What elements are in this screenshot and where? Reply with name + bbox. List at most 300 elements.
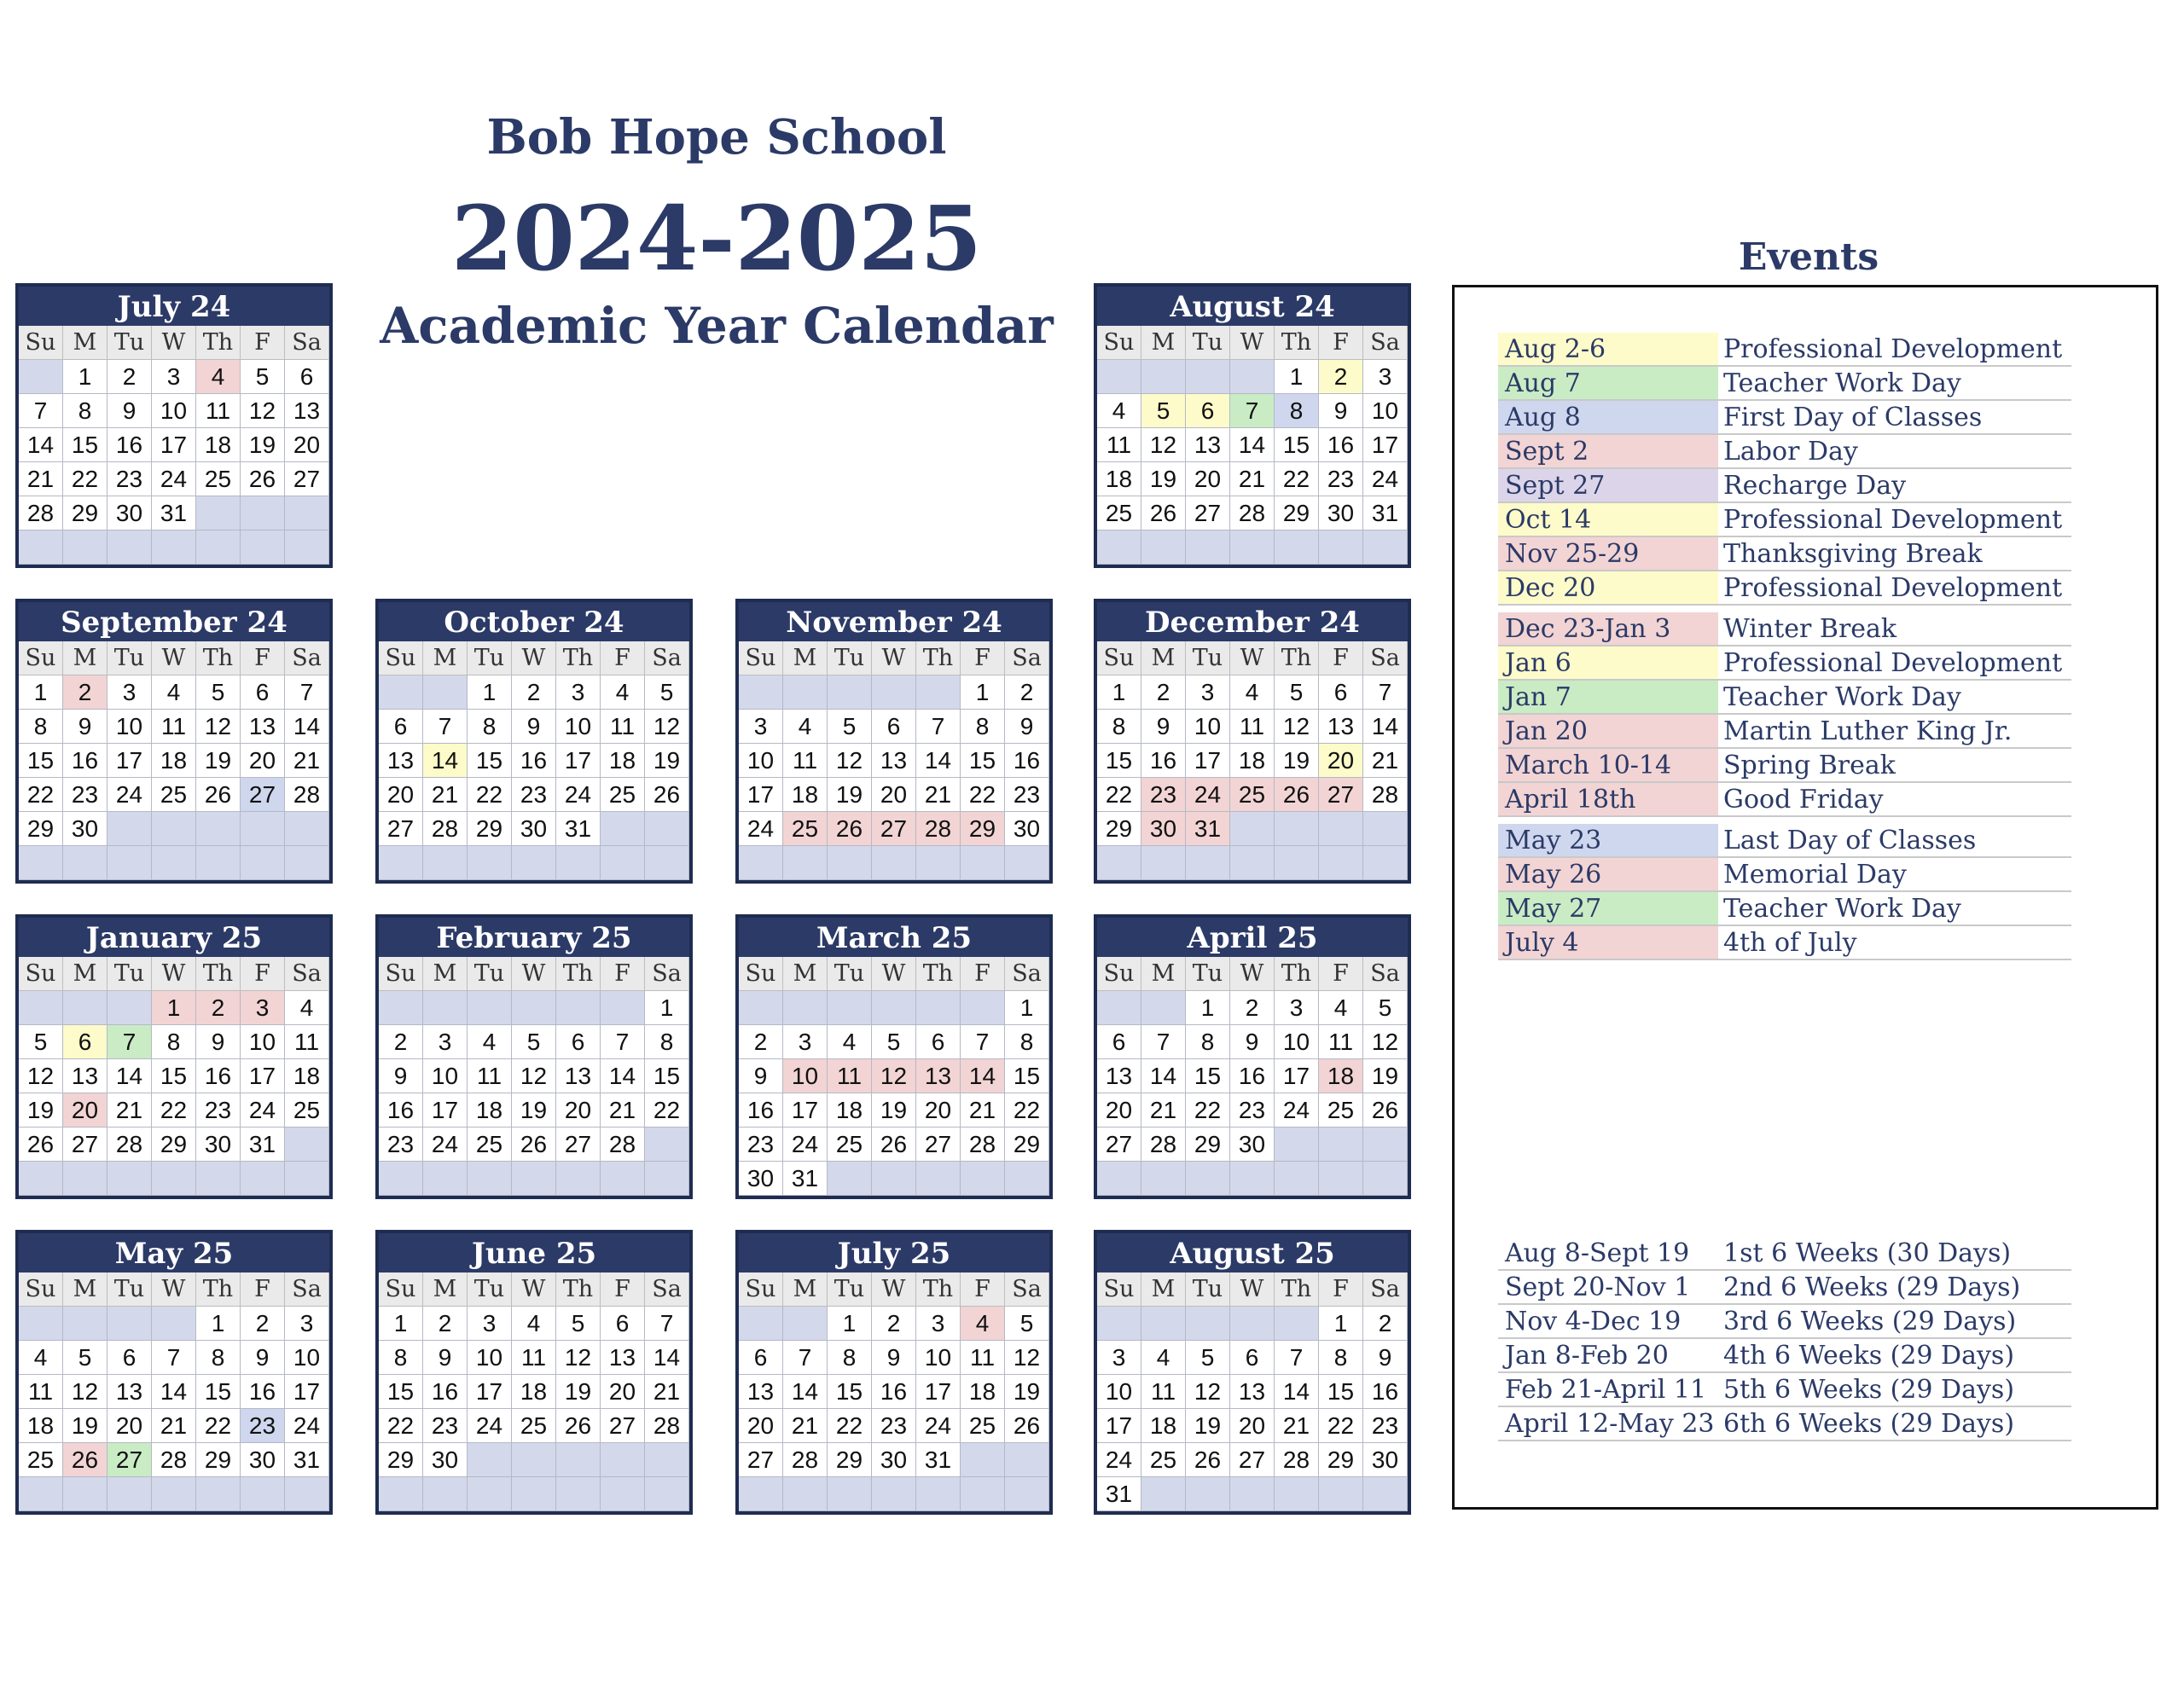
day-cell: 8 bbox=[1186, 1025, 1230, 1059]
empty-cell bbox=[783, 675, 828, 710]
grading-period-dates: Aug 8-Sept 19 bbox=[1505, 1238, 1690, 1268]
day-cell: 2 bbox=[1141, 675, 1186, 710]
day-cell: 21 bbox=[1275, 1409, 1319, 1443]
day-cell: 1 bbox=[961, 675, 1005, 710]
weekday-header: Th bbox=[1275, 326, 1319, 360]
day-cell: 25 bbox=[512, 1409, 556, 1443]
grading-period-row bbox=[1498, 1339, 2071, 1373]
day-cell: 2 bbox=[1319, 360, 1363, 394]
empty-cell bbox=[601, 1443, 645, 1477]
empty-cell bbox=[1186, 360, 1230, 394]
day-cell: 9 bbox=[1319, 394, 1363, 428]
event-date: Nov 25-29 bbox=[1498, 537, 1718, 570]
day-cell: 16 bbox=[63, 744, 107, 778]
weekday-header: Su bbox=[379, 957, 423, 991]
day-cell: 19 bbox=[1005, 1375, 1049, 1409]
weekday-header: Su bbox=[19, 1272, 63, 1307]
day-cell: 4 bbox=[1141, 1341, 1186, 1375]
day-cell: 6 bbox=[556, 1025, 601, 1059]
day-cell: 23 bbox=[872, 1409, 916, 1443]
day-cell: 1 bbox=[1319, 1307, 1363, 1341]
day-cell: 1 bbox=[645, 991, 689, 1025]
day-cell: 19 bbox=[645, 744, 689, 778]
weekday-header: M bbox=[63, 641, 107, 675]
empty-cell bbox=[196, 1162, 241, 1196]
empty-cell bbox=[645, 1443, 689, 1477]
day-cell: 29 bbox=[468, 812, 512, 846]
day-cell: 12 bbox=[512, 1059, 556, 1093]
day-cell: 30 bbox=[63, 812, 107, 846]
day-cell: 21 bbox=[152, 1409, 196, 1443]
day-cell: 14 bbox=[19, 428, 63, 462]
month-title: January 25 bbox=[19, 918, 329, 957]
day-cell: 11 bbox=[512, 1341, 556, 1375]
day-cell: 8 bbox=[1097, 710, 1141, 744]
day-cell: 20 bbox=[379, 778, 423, 812]
day-cell: 8 bbox=[645, 1025, 689, 1059]
day-cell: 6 bbox=[872, 710, 916, 744]
event-row bbox=[1498, 435, 2071, 469]
empty-cell bbox=[1230, 1162, 1275, 1196]
grading-period-row bbox=[1498, 1237, 2071, 1271]
event-row bbox=[1498, 681, 2071, 715]
month-title: July 24 bbox=[19, 287, 329, 326]
day-cell: 11 bbox=[152, 710, 196, 744]
day-cell: 16 bbox=[241, 1375, 285, 1409]
weekday-header: F bbox=[961, 1272, 1005, 1307]
event-date: July 4 bbox=[1498, 926, 1718, 959]
day-cell: 7 bbox=[19, 394, 63, 428]
day-cell: 4 bbox=[152, 675, 196, 710]
empty-cell bbox=[1141, 846, 1186, 880]
day-cell: 3 bbox=[739, 710, 783, 744]
day-cell: 10 bbox=[1275, 1025, 1319, 1059]
day-cell: 7 bbox=[423, 710, 468, 744]
grading-period-row bbox=[1498, 1271, 2071, 1305]
day-cell: 9 bbox=[107, 394, 152, 428]
event-row bbox=[1498, 333, 2071, 367]
empty-cell bbox=[1141, 1477, 1186, 1511]
month-title: August 25 bbox=[1097, 1233, 1408, 1272]
day-cell: 3 bbox=[1275, 991, 1319, 1025]
day-cell: 7 bbox=[107, 1025, 152, 1059]
empty-cell bbox=[19, 530, 63, 565]
day-cell: 28 bbox=[107, 1128, 152, 1162]
event-row bbox=[1498, 571, 2071, 606]
school-name: Bob Hope School bbox=[486, 109, 947, 165]
day-cell: 17 bbox=[783, 1093, 828, 1128]
empty-cell bbox=[556, 1162, 601, 1196]
day-cell: 9 bbox=[196, 1025, 241, 1059]
day-cell: 16 bbox=[196, 1059, 241, 1093]
day-cell: 11 bbox=[1097, 428, 1141, 462]
day-cell: 30 bbox=[512, 812, 556, 846]
day-cell: 20 bbox=[285, 428, 329, 462]
weekday-header: Su bbox=[19, 641, 63, 675]
weekday-header: M bbox=[63, 957, 107, 991]
empty-cell bbox=[285, 1162, 329, 1196]
day-cell: 27 bbox=[107, 1443, 152, 1477]
day-cell: 9 bbox=[1141, 710, 1186, 744]
event-date: Dec 20 bbox=[1498, 571, 1718, 604]
day-cell: 25 bbox=[1097, 496, 1141, 530]
weekday-header: Tu bbox=[468, 1272, 512, 1307]
weekday-header: Su bbox=[19, 326, 63, 360]
day-cell: 1 bbox=[152, 991, 196, 1025]
grading-period-row bbox=[1498, 1407, 2071, 1441]
month-title: May 25 bbox=[19, 1233, 329, 1272]
day-cell: 15 bbox=[152, 1059, 196, 1093]
day-cell: 19 bbox=[196, 744, 241, 778]
weekday-header: Th bbox=[1275, 1272, 1319, 1307]
empty-cell bbox=[783, 991, 828, 1025]
weekday-header: W bbox=[1230, 326, 1275, 360]
day-cell: 13 bbox=[1097, 1059, 1141, 1093]
day-cell: 31 bbox=[1186, 812, 1230, 846]
day-cell: 19 bbox=[512, 1093, 556, 1128]
weekday-header: W bbox=[1230, 641, 1275, 675]
day-cell: 28 bbox=[601, 1128, 645, 1162]
day-cell: 22 bbox=[1005, 1093, 1049, 1128]
day-cell: 26 bbox=[828, 812, 872, 846]
day-cell: 15 bbox=[63, 428, 107, 462]
empty-cell bbox=[645, 812, 689, 846]
day-cell: 22 bbox=[828, 1409, 872, 1443]
day-cell: 3 bbox=[107, 675, 152, 710]
month-grid bbox=[379, 957, 689, 1196]
day-cell: 9 bbox=[241, 1341, 285, 1375]
day-cell: 6 bbox=[63, 1025, 107, 1059]
month-title: September 24 bbox=[19, 602, 329, 641]
day-cell: 6 bbox=[1319, 675, 1363, 710]
day-cell: 7 bbox=[1363, 675, 1408, 710]
weekday-header: W bbox=[152, 326, 196, 360]
event-date: Sept 27 bbox=[1498, 469, 1718, 501]
day-cell: 28 bbox=[961, 1128, 1005, 1162]
day-cell: 11 bbox=[783, 744, 828, 778]
empty-cell bbox=[1363, 1477, 1408, 1511]
day-cell: 14 bbox=[152, 1375, 196, 1409]
day-cell: 12 bbox=[828, 744, 872, 778]
weekday-header: Tu bbox=[828, 1272, 872, 1307]
day-cell: 20 bbox=[63, 1093, 107, 1128]
weekday-header: Sa bbox=[285, 641, 329, 675]
weekday-header: M bbox=[63, 326, 107, 360]
empty-cell bbox=[1363, 1128, 1408, 1162]
empty-cell bbox=[1230, 846, 1275, 880]
weekday-header: Th bbox=[556, 641, 601, 675]
weekday-header: Sa bbox=[645, 641, 689, 675]
empty-cell bbox=[512, 1162, 556, 1196]
empty-cell bbox=[241, 846, 285, 880]
day-cell: 21 bbox=[1230, 462, 1275, 496]
empty-cell bbox=[1275, 846, 1319, 880]
day-cell: 20 bbox=[872, 778, 916, 812]
day-cell: 14 bbox=[107, 1059, 152, 1093]
day-cell: 22 bbox=[63, 462, 107, 496]
day-cell: 13 bbox=[1186, 428, 1230, 462]
month-grid bbox=[379, 1272, 689, 1511]
day-cell: 7 bbox=[1230, 394, 1275, 428]
day-cell: 29 bbox=[1186, 1128, 1230, 1162]
day-cell: 12 bbox=[645, 710, 689, 744]
day-cell: 13 bbox=[241, 710, 285, 744]
day-cell: 26 bbox=[556, 1409, 601, 1443]
day-cell: 30 bbox=[739, 1162, 783, 1196]
day-cell: 12 bbox=[19, 1059, 63, 1093]
day-cell: 26 bbox=[512, 1128, 556, 1162]
day-cell: 12 bbox=[1005, 1341, 1049, 1375]
day-cell: 24 bbox=[1275, 1093, 1319, 1128]
grading-period-label: 3rd 6 Weeks (29 Days) bbox=[1723, 1307, 2017, 1336]
day-cell: 22 bbox=[961, 778, 1005, 812]
weekday-header: M bbox=[423, 1272, 468, 1307]
empty-cell bbox=[285, 1477, 329, 1511]
day-cell: 4 bbox=[828, 1025, 872, 1059]
month-grid bbox=[19, 326, 329, 565]
day-cell: 30 bbox=[1141, 812, 1186, 846]
empty-cell bbox=[423, 991, 468, 1025]
day-cell: 3 bbox=[241, 991, 285, 1025]
day-cell: 27 bbox=[285, 462, 329, 496]
day-cell: 5 bbox=[19, 1025, 63, 1059]
day-cell: 5 bbox=[1186, 1341, 1230, 1375]
weekday-header: W bbox=[152, 957, 196, 991]
empty-cell bbox=[739, 846, 783, 880]
day-cell: 9 bbox=[423, 1341, 468, 1375]
weekday-header: W bbox=[1230, 957, 1275, 991]
weekday-header: W bbox=[152, 641, 196, 675]
day-cell: 10 bbox=[1363, 394, 1408, 428]
day-cell: 8 bbox=[1005, 1025, 1049, 1059]
empty-cell bbox=[601, 812, 645, 846]
day-cell: 2 bbox=[423, 1307, 468, 1341]
day-cell: 23 bbox=[512, 778, 556, 812]
grading-period-label: 1st 6 Weeks (30 Days) bbox=[1723, 1238, 2012, 1268]
day-cell: 18 bbox=[285, 1059, 329, 1093]
empty-cell bbox=[1363, 846, 1408, 880]
empty-cell bbox=[468, 846, 512, 880]
empty-cell bbox=[423, 846, 468, 880]
empty-cell bbox=[1097, 360, 1141, 394]
empty-cell bbox=[107, 991, 152, 1025]
event-row bbox=[1498, 858, 2071, 892]
empty-cell bbox=[63, 991, 107, 1025]
day-cell: 28 bbox=[916, 812, 961, 846]
empty-cell bbox=[63, 1162, 107, 1196]
weekday-header: Su bbox=[19, 957, 63, 991]
month-grid bbox=[1097, 1272, 1408, 1511]
empty-cell bbox=[1186, 1477, 1230, 1511]
day-cell: 13 bbox=[916, 1059, 961, 1093]
weekday-header: Su bbox=[379, 1272, 423, 1307]
day-cell: 7 bbox=[1275, 1341, 1319, 1375]
day-cell: 3 bbox=[916, 1307, 961, 1341]
weekday-header: M bbox=[1141, 957, 1186, 991]
month-title: June 25 bbox=[379, 1233, 689, 1272]
empty-cell bbox=[645, 846, 689, 880]
weekday-header: Tu bbox=[1186, 1272, 1230, 1307]
day-cell: 25 bbox=[961, 1409, 1005, 1443]
weekday-header: F bbox=[961, 641, 1005, 675]
day-cell: 17 bbox=[107, 744, 152, 778]
empty-cell bbox=[1230, 360, 1275, 394]
day-cell: 24 bbox=[783, 1128, 828, 1162]
empty-cell bbox=[19, 1477, 63, 1511]
empty-cell bbox=[19, 360, 63, 394]
weekday-header: F bbox=[601, 1272, 645, 1307]
day-cell: 29 bbox=[961, 812, 1005, 846]
day-cell: 13 bbox=[107, 1375, 152, 1409]
day-cell: 21 bbox=[783, 1409, 828, 1443]
day-cell: 7 bbox=[285, 675, 329, 710]
day-cell: 25 bbox=[1319, 1093, 1363, 1128]
empty-cell bbox=[1230, 1477, 1275, 1511]
empty-cell bbox=[152, 812, 196, 846]
day-cell: 28 bbox=[152, 1443, 196, 1477]
empty-cell bbox=[739, 1477, 783, 1511]
day-cell: 26 bbox=[196, 778, 241, 812]
day-cell: 16 bbox=[512, 744, 556, 778]
weekday-header: F bbox=[241, 1272, 285, 1307]
empty-cell bbox=[107, 812, 152, 846]
weekday-header: W bbox=[872, 641, 916, 675]
empty-cell bbox=[285, 812, 329, 846]
day-cell: 15 bbox=[468, 744, 512, 778]
empty-cell bbox=[107, 1307, 152, 1341]
month-title: November 24 bbox=[739, 602, 1049, 641]
day-cell: 3 bbox=[1097, 1341, 1141, 1375]
day-cell: 18 bbox=[19, 1409, 63, 1443]
event-name: Martin Luther King Jr. bbox=[1723, 716, 2013, 746]
day-cell: 10 bbox=[556, 710, 601, 744]
day-cell: 23 bbox=[1363, 1409, 1408, 1443]
weekday-header: W bbox=[512, 1272, 556, 1307]
empty-cell bbox=[19, 991, 63, 1025]
empty-cell bbox=[152, 530, 196, 565]
event-date: Jan 7 bbox=[1498, 681, 1718, 713]
day-cell: 30 bbox=[241, 1443, 285, 1477]
weekday-header: W bbox=[512, 641, 556, 675]
day-cell: 26 bbox=[1005, 1409, 1049, 1443]
empty-cell bbox=[1141, 1162, 1186, 1196]
empty-cell bbox=[423, 675, 468, 710]
day-cell: 10 bbox=[241, 1025, 285, 1059]
events-heading: Events bbox=[1738, 235, 1879, 279]
academic-years: 2024-2025 bbox=[450, 186, 983, 291]
day-cell: 16 bbox=[1230, 1059, 1275, 1093]
month-title: December 24 bbox=[1097, 602, 1408, 641]
empty-cell bbox=[1363, 530, 1408, 565]
day-cell: 5 bbox=[1005, 1307, 1049, 1341]
day-cell: 4 bbox=[961, 1307, 1005, 1341]
day-cell: 27 bbox=[872, 812, 916, 846]
day-cell: 12 bbox=[556, 1341, 601, 1375]
day-cell: 12 bbox=[1275, 710, 1319, 744]
empty-cell bbox=[1097, 1307, 1141, 1341]
event-name: Spring Break bbox=[1723, 751, 1896, 780]
empty-cell bbox=[107, 1477, 152, 1511]
day-cell: 6 bbox=[1186, 394, 1230, 428]
empty-cell bbox=[285, 496, 329, 530]
day-cell: 11 bbox=[285, 1025, 329, 1059]
month-title: April 25 bbox=[1097, 918, 1408, 957]
day-cell: 21 bbox=[601, 1093, 645, 1128]
day-cell: 7 bbox=[961, 1025, 1005, 1059]
month-calendar bbox=[735, 914, 1053, 1199]
event-name: Last Day of Classes bbox=[1723, 826, 1977, 855]
day-cell: 18 bbox=[1141, 1409, 1186, 1443]
day-cell: 3 bbox=[556, 675, 601, 710]
day-cell: 3 bbox=[1186, 675, 1230, 710]
day-cell: 11 bbox=[1319, 1025, 1363, 1059]
day-cell: 23 bbox=[739, 1128, 783, 1162]
weekday-header: W bbox=[152, 1272, 196, 1307]
event-date: May 27 bbox=[1498, 892, 1718, 925]
event-date: Aug 7 bbox=[1498, 367, 1718, 399]
weekday-header: F bbox=[601, 641, 645, 675]
day-cell: 27 bbox=[916, 1128, 961, 1162]
day-cell: 30 bbox=[1363, 1443, 1408, 1477]
empty-cell bbox=[961, 846, 1005, 880]
day-cell: 1 bbox=[1097, 675, 1141, 710]
weekday-header: F bbox=[1319, 641, 1363, 675]
month-calendar bbox=[1094, 914, 1411, 1199]
day-cell: 25 bbox=[828, 1128, 872, 1162]
weekday-header: Su bbox=[1097, 326, 1141, 360]
weekday-header: M bbox=[1141, 326, 1186, 360]
empty-cell bbox=[1319, 846, 1363, 880]
empty-cell bbox=[645, 1162, 689, 1196]
empty-cell bbox=[196, 496, 241, 530]
empty-cell bbox=[1275, 812, 1319, 846]
empty-cell bbox=[1319, 1162, 1363, 1196]
day-cell: 10 bbox=[1097, 1375, 1141, 1409]
day-cell: 19 bbox=[241, 428, 285, 462]
event-name: Labor Day bbox=[1723, 437, 1858, 467]
event-row bbox=[1498, 469, 2071, 503]
day-cell: 27 bbox=[241, 778, 285, 812]
day-cell: 3 bbox=[152, 360, 196, 394]
empty-cell bbox=[556, 846, 601, 880]
month-title: August 24 bbox=[1097, 287, 1408, 326]
day-cell: 29 bbox=[1005, 1128, 1049, 1162]
empty-cell bbox=[196, 812, 241, 846]
month-grid bbox=[739, 641, 1049, 880]
grading-period-label: 5th 6 Weeks (29 Days) bbox=[1723, 1375, 2015, 1405]
day-cell: 18 bbox=[601, 744, 645, 778]
month-grid bbox=[19, 957, 329, 1196]
month-calendar bbox=[735, 599, 1053, 884]
empty-cell bbox=[285, 530, 329, 565]
weekday-header: Th bbox=[1275, 957, 1319, 991]
day-cell: 10 bbox=[285, 1341, 329, 1375]
day-cell: 25 bbox=[285, 1093, 329, 1128]
day-cell: 20 bbox=[1097, 1093, 1141, 1128]
weekday-header: Tu bbox=[1186, 957, 1230, 991]
empty-cell bbox=[739, 1307, 783, 1341]
empty-cell bbox=[241, 1477, 285, 1511]
day-cell: 2 bbox=[872, 1307, 916, 1341]
day-cell: 25 bbox=[601, 778, 645, 812]
weekday-header: Sa bbox=[1363, 957, 1408, 991]
day-cell: 27 bbox=[63, 1128, 107, 1162]
empty-cell bbox=[107, 846, 152, 880]
day-cell: 6 bbox=[285, 360, 329, 394]
empty-cell bbox=[1319, 1128, 1363, 1162]
empty-cell bbox=[872, 1162, 916, 1196]
empty-cell bbox=[1275, 530, 1319, 565]
